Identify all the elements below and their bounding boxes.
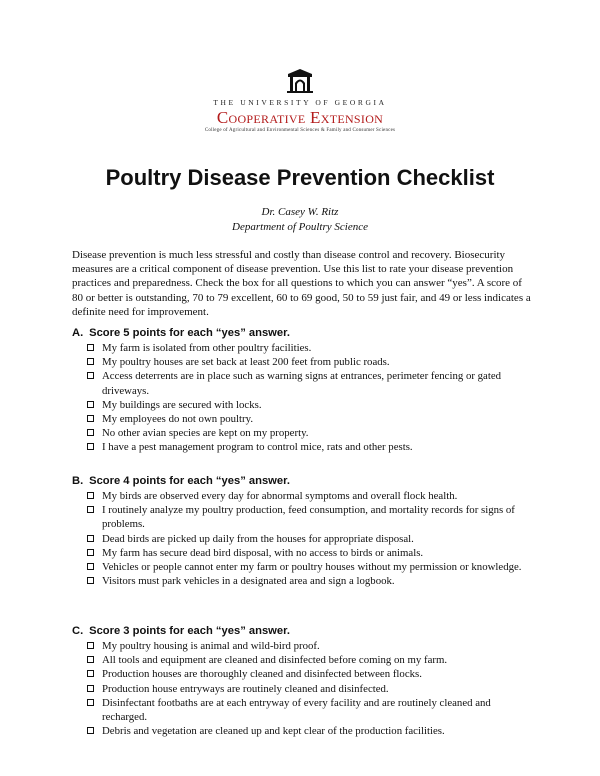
checkbox[interactable] (87, 358, 94, 365)
checklist-item (72, 560, 532, 574)
checkbox[interactable] (87, 506, 94, 513)
checkbox[interactable] (87, 372, 94, 379)
item-text: My poultry housing is animal and wild-bird proof. (102, 640, 320, 652)
uga-logo (0, 68, 600, 133)
item-text: My employees do not own poultry. (102, 413, 254, 426)
item-text: My poultry houses are set back at least 200 feet from public roads. (102, 356, 390, 369)
item-text: Vehicles or people cannot enter my farm or poultry houses without my permission or knowledge. (102, 561, 522, 574)
checklist (72, 341, 532, 455)
checkbox[interactable] (87, 699, 94, 706)
section-b (72, 474, 532, 588)
checkbox[interactable] (87, 685, 94, 692)
checkbox[interactable] (87, 549, 94, 556)
section-a (72, 326, 532, 455)
section-letter: C. (72, 625, 84, 637)
item-text: Dead birds are picked up daily from the houses for appropriate disposal. (102, 532, 414, 545)
section-heading-text: Score 4 points for each “yes” answer. (89, 475, 290, 487)
checkbox[interactable] (87, 344, 94, 351)
checklist-item (72, 724, 532, 738)
university-name: THE UNIVERSITY OF GEORGIA (213, 98, 387, 107)
item-text: My farm is isolated from other poultry facilities. (102, 342, 312, 354)
item-text: Disinfectant footbaths are at each entryway of every facility and are routinely cleaned and recharged. (102, 696, 491, 724)
checklist-item (72, 426, 532, 440)
intro-paragraph: Disease prevention is much less stressful and costly than disease control and recovery. Biosecurity measures are a critical component of disease prevention. Use this list to rate your disease prevention practices and preparedness. Check the box for all questions to which you can answer “yes”. A score of 80 or better is outstanding, 70 to 79 excellent, 60 to 69 good, 50 to 59 just fair, and 49 or less indicates a definite need for improvement. (72, 249, 531, 318)
item-text: Debris and vegetation are cleaned up and kept clear of the production facilities. (102, 725, 445, 738)
section-heading (72, 474, 532, 489)
item-text: No other avian species are kept on my property. (102, 427, 309, 440)
item-text: Production house entryways are routinely cleaned and disinfected. (102, 682, 389, 695)
section-c (72, 624, 532, 738)
item-text: My farm has secure dead bird disposal, with no access to birds or animals. (102, 546, 424, 559)
checklist-item (72, 503, 532, 531)
item-text: Access deterrents are in place such as warning signs at entrances, perimeter fencing or gated driveways. (102, 370, 502, 397)
section-heading-text: Score 5 points for each “yes” answer. (89, 327, 290, 339)
section-heading-text: Score 3 points for each “yes” answer. (89, 625, 290, 637)
checklist-item (72, 532, 532, 546)
checklist-item (72, 369, 532, 397)
checklist-item (72, 355, 532, 369)
checkbox[interactable] (87, 415, 94, 422)
item-text: My buildings are secured with locks. (102, 398, 262, 411)
section-heading (72, 326, 532, 341)
checklist-item (72, 341, 532, 355)
checkbox[interactable] (87, 670, 94, 677)
checklist (72, 639, 532, 738)
department-name: Department of Poultry Science (232, 221, 368, 233)
author-block (0, 205, 600, 235)
checklist-item (72, 667, 532, 681)
checkbox[interactable] (87, 492, 94, 499)
checkbox[interactable] (87, 642, 94, 649)
extension-name: Cooperative Extension (216, 108, 384, 127)
item-text: Visitors must park vehicles in a designated area and sign a logbook. (102, 575, 395, 588)
checklist (72, 489, 532, 588)
arch-icon (286, 68, 314, 94)
page-title: Poultry Disease Prevention Checklist (105, 165, 495, 190)
checkbox[interactable] (87, 563, 94, 570)
section-letter: B. (72, 475, 84, 487)
checklist-item (72, 440, 532, 454)
checkbox[interactable] (87, 535, 94, 542)
item-text: My birds are observed every day for abnormal symptoms and overall flock health. (102, 490, 458, 502)
checkbox[interactable] (87, 429, 94, 436)
item-text: All tools and equipment are cleaned and disinfected before coming on my farm. (102, 654, 448, 667)
checklist-item (72, 682, 532, 696)
section-heading (72, 624, 532, 639)
item-text: I routinely analyze my poultry production, feed consumption, and mortality records for signs of problems. (102, 504, 515, 531)
checkbox[interactable] (87, 577, 94, 584)
checkbox[interactable] (87, 401, 94, 408)
checklist-item (72, 696, 532, 724)
checklist-item (72, 653, 532, 667)
checkbox[interactable] (87, 443, 94, 450)
checklist-item (72, 398, 532, 412)
author-name: Dr. Casey W. Ritz (261, 206, 339, 218)
item-text: Production houses are thoroughly cleaned and disinfected between flocks. (102, 668, 422, 681)
checklist-item (72, 546, 532, 560)
college-name: College of Agricultural and Environmental Sciences & Family and Consumer Sciences (204, 128, 396, 133)
item-text: I have a pest management program to control mice, rats and other pests. (102, 441, 413, 454)
checklist-item (72, 639, 532, 653)
checklist-item (72, 489, 532, 503)
checklist-item (72, 574, 532, 588)
checkbox[interactable] (87, 727, 94, 734)
checkbox[interactable] (87, 656, 94, 663)
section-letter: A. (72, 327, 84, 339)
checklist-item (72, 412, 532, 426)
